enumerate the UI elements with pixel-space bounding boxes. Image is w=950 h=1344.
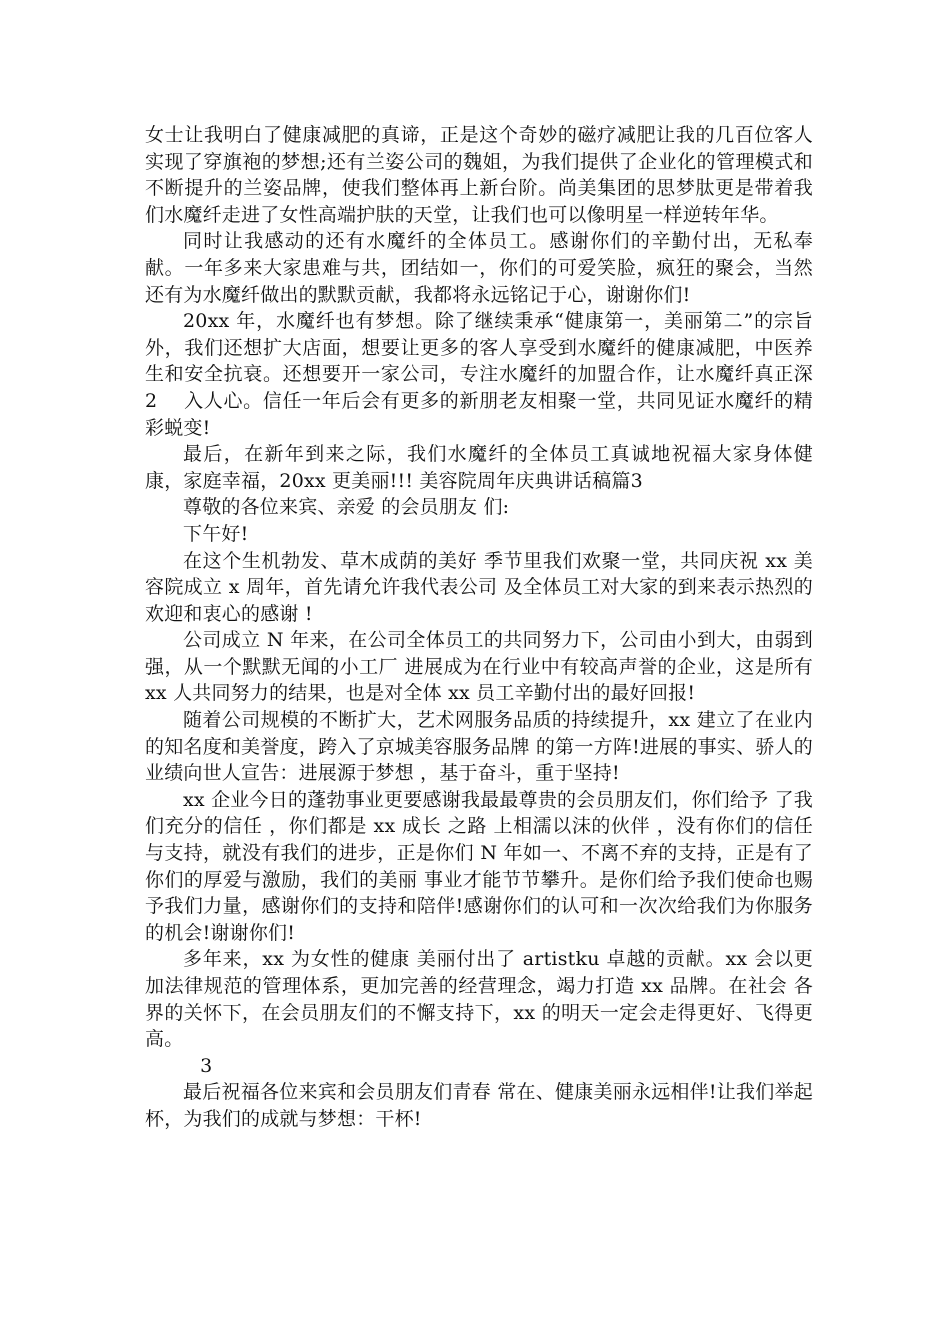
greeting: 下午好!: [183, 522, 249, 545]
paragraph-2: 同时让我感动的还有水魔纤的全体员工。感谢你们的辛勤付出，无私奉献。一年多来大家患难与共，团结如一，你们的可爱笑脸，疯狂的聚会，当然还有为水魔纤做出的默默贡献，我都将永远铭记于心，谢谢你们!: [145, 230, 813, 306]
page-number: 3: [200, 1054, 213, 1077]
paragraph-8: 公司成立 N 年来，在公司全体员工的共同努力下，公司由小到大，由弱到强，从一个默默无闻的小工厂 进展成为在行业中有较高声誉的企业，这是所有 xx 人共同努力的结果，也是对全体 xx 员工辛勤付出的最好回报!: [145, 629, 813, 705]
paragraph-1: 女士让我明白了健康减肥的真谛，正是这个奇妙的磁疗减肥让我的几百位客人实现了穿旗袍的梦想;还有兰姿公司的魏姐，为我们提供了企业化的管理模式和不断提升的兰姿品牌，使我们整体再上新台阶。尚美集团的思梦肽更是带着我们水魔纤走进了女性高端护肤的天堂，让我们也可以像明星一样逆转年华。: [145, 124, 813, 226]
paragraph-7: 在这个生机勃发、草木成荫的美好 季节里我们欢聚一堂，共同庆祝 xx 美容院成立 x 周年，首先请允许我代表公司 及全体员工对大家的到来表示热烈的欢迎和衷心的感谢 !: [145, 549, 813, 625]
paragraph-3: 20xx 年，水魔纤也有梦想。除了继续秉承“健康第一，美丽第二”的宗旨外，我们还想扩大店面，想要让更多的客人享受到水魔纤的健康减肥，中医养生和安全抗衰。还想要开一家公司，专注水魔纤的加盟合作，让水魔纤真正深 2 入人心。信任一年后会有更多的新朋老友相聚一堂，共同见证水魔纤的精彩蜕变!: [145, 310, 813, 439]
closing-paragraph: 最后祝福各位来宾和会员朋友们青春 常在、健康美丽永远相伴!让我们举起杯，为我们的成就与梦想：干杯!: [145, 1081, 813, 1130]
document-body: [145, 122, 813, 1133]
paragraph-4: 最后，在新年到来之际，我们水魔纤的全体员工真诚地祝福大家身体健康，家庭幸福，20xx 更美丽!!! 美容院周年庆典讲话稿篇3: [145, 443, 813, 492]
paragraph-11: 多年来，xx 为女性的健康 美丽付出了 artistku 卓越的贡献。xx 会以更加法律规范的管理体系，更加完善的经营理念，竭力打造 xx 品牌。在社会 各界的关怀下，在会员朋友们的不懈支持下，xx 的明天一定会走得更好、飞得更高。: [145, 948, 813, 1051]
paragraph-9: 随着公司规模的不断扩大，艺术网服务品质的持续提升，xx 建立了在业内的知名度和美誉度，跨入了京城美容服务品牌 的第一方阵!进展的事实、骄人的业绩向世人宣告：进展源于梦想 ，基于奋斗，重于坚持!: [145, 709, 813, 785]
paragraph-10: xx 企业今日的蓬勃事业更要感谢我最最尊贵的会员朋友们，你们给予 了我们充分的信任 ，你们都是 xx 成长 之路 上相濡以沫的伙伴 ，没有你们的信任与支持，就没有我们的进步，正是你们 N 年如一、不离不弃的支持，正是有了你们的厚爱与激励，我们的美丽 事业才能节节攀升。是你们给予我们使命也赐予我们力量，感谢你们的支持和陪伴!感谢你们的认可和一次次给我们为你服务的机会!谢谢你们!: [145, 788, 813, 944]
salutation: 尊敬的各位来宾、亲爱 的会员朋友 们:: [183, 496, 510, 519]
